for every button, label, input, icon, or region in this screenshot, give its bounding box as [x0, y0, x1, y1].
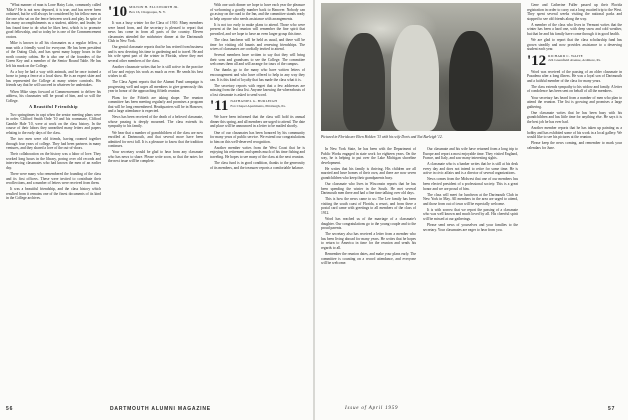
paragraph: The class extends sympathy to his widow and family. A letter of condolence has been sent on behalf of all the members.	[527, 84, 622, 94]
paragraph: Two springtimes in rapt when the senior meeting plans were in order. Clifford Smith Orde '10 and his roommate, Clifford Gamble Hale '10, were at work on the class history. In the course of their labors they unearthed many letters and papers relating to the early days of the class.	[6, 112, 101, 135]
paragraph: A member of the class who lives in Vermont writes that the winter has been a hard one, with deep snow and cold weather, but that he and his family have come through it in good health.	[527, 22, 622, 36]
left-page	[6, 3, 306, 401]
paragraph: Another member reports that he has taken up painting as a hobby and has exhibited some of his work in a local gallery. We would like to see his pictures at the reunion.	[527, 126, 622, 140]
paragraph: Our genial classmate reports that he has retired from business and is now devoting his time to gardening and to travel. He and his wife spent part of the winter in Florida, where they met several other members of the class.	[108, 45, 203, 63]
paragraph: When Mike steps forward at Commencement to deliver his address, his classmates will be proud of him, and so will the College.	[6, 89, 101, 103]
column-2	[108, 3, 203, 401]
paragraph: The secretary reports with regret that a few addresses are missing from the class list. Anyone knowing the whereabouts of a lost classmate is asked to send word.	[210, 83, 305, 97]
paragraph: We are glad to report that the class scholarship fund has grown steadily and now provides assistance to a deserving student each year.	[527, 38, 622, 52]
paragraph: News has been received of the death of a beloved classmate, whose passing is deeply mourned. The class extends its sympathy to his family.	[108, 115, 203, 129]
paragraph: Plans for the Fiftieth are taking shape. The reunion committee has been meeting regularly and promises a program that will be long remembered. Headquarters will be in Hanover, and a large attendance is expected.	[108, 95, 203, 114]
class-numeral: '12	[527, 52, 547, 69]
paragraph: The two men were old friends, having roomed together through four years of college. They had been partners in many ventures, and they shared a love of the out-of-doors.	[6, 137, 101, 151]
right-page	[321, 3, 622, 401]
section-heading: A Beautiful Friendship	[29, 104, 78, 110]
paragraph: "What manner of man is Lone Hairy Loin, commonly called 'Mike'? He is not now deposed, it is true, and has never been ordained, but he will always be considered by his fellow men as the one who sat on the fence between work and play. In spite of his many accomplishments as a student, athlete, and leader, he has found time to do what he likes best, which is to promote good fellowship, and so today he is one of the Commencement orators.	[6, 3, 101, 39]
paragraph: It is with sorrow that we report the passing of a classmate who was well known and much loved by all. His cheerful spirit will be missed at our gatherings.	[423, 207, 518, 222]
photograph	[321, 3, 521, 131]
column-4	[321, 147, 416, 401]
paragraph: Mike is known to all his classmates as a regular fellow, a man with a friendly word for everyone. He has been president of the Outing Club, and has spent many happy hours in the north country cabins. He is also one of the founders of the Green Key and a member of the Senior Round Table. He has left his mark on the College.	[6, 40, 101, 68]
column-3	[210, 3, 305, 401]
issue-date: Issue of April 1959	[345, 406, 399, 411]
paragraph: Word has reached us of the marriage of a classmate's daughter. Our congratulations go to the young couple and to the proud parents.	[321, 217, 416, 231]
paragraph: News comes from the Midwest that one of our members has been elected president of a professional society. This is a great honor and we are proud of him.	[423, 177, 518, 191]
paragraph: He writes that his family is thriving. His children are all married and have homes of their own, and there are now seven grandchildren who keep their grandparents busy.	[321, 166, 416, 180]
page-gutter	[313, 0, 315, 420]
paragraph: Our classmate and his wife have returned from a long trip to Europe and report a most enjoyable time. They visited England, France, and Italy, and saw many interesting sights.	[423, 147, 518, 161]
paragraph: Another classmate writes that he is still active in the practice of law and enjoys his work as much as ever. He sends his best wishes to all.	[108, 65, 203, 79]
secretary-name: MILTON H. ELLSWORTH JR.	[129, 5, 179, 9]
secretary-address: Box 16, Chappaqua, N. Y.	[129, 9, 166, 14]
paragraph: It was a beautiful friendship, and the class history which resulted from it remains one of the finest documents of its kind in the College archives.	[6, 187, 101, 201]
paragraph: Their collaboration on the history was a labor of love. They worked long hours in the library, poring over old records and interviewing classmates who had known the men of an earlier day.	[6, 152, 101, 171]
column-6	[527, 3, 622, 401]
paragraph: Word was received of the passing of an older classmate in Pasadena after a long illness. He was a loyal son of Dartmouth and a faithful member of the class for many years.	[527, 69, 622, 83]
paragraph: With one such dinner we hope to have each year the pleasure of welcoming a goodly number back to Hanover. Nobody can go astray on the road to the Inn, and the committee stands ready to help anyone who needs assistance with arrangements.	[210, 3, 305, 21]
paragraph: The secretary also has received a letter from a member who has been living abroad for many years. He writes that he hopes to return to America in time for the reunion and sends his regards to all.	[321, 232, 416, 250]
secretary-address: 224 Greenfield Avenue, Ardmore, Pa.	[548, 58, 601, 63]
class-numeral: '10	[108, 4, 128, 20]
paragraph: Our thanks go to the many who have written letters of encouragement and who have offered to help in any way they can. It is this kind of loyalty that has made the class what it is.	[210, 68, 305, 82]
paragraph: There were many who remembered the founding of the class and its first officers. These were invited to contribute their recollections, and a number of letters were received from them.	[6, 172, 101, 186]
paragraph: Your secretary has heard from a number of men who plan to attend the reunion. The list is growing and promises a large gathering.	[527, 95, 622, 109]
paragraph: The class fund is in good condition, thanks to the generosity of its members, and the treasurer reports a comfortable balance.	[210, 161, 305, 170]
class-heading	[210, 99, 305, 113]
paragraph: As a boy he had a way with animals, and he once trained a horse to jump a fence at a local show. He is an expert skier and has represented the College at many winter carnivals. His friends say that he will succeed in whatever he undertakes.	[6, 69, 101, 88]
person-figure	[449, 31, 493, 131]
photo-caption	[321, 135, 521, 140]
paragraph: Please send news of yourselves and your families to the secretary. Your classmates are eager to hear from you.	[423, 223, 518, 232]
person-figure	[343, 33, 385, 131]
paragraph: We hear that a number of grandchildren of the class are now enrolled at Dartmouth, and that several more have been admitted for next fall. It is a pleasure to know that the tradition continues.	[108, 130, 203, 149]
page-number-left: 56	[6, 406, 14, 412]
paragraph: Several members have written to say that they will bring their sons and grandsons to see the College. The committee welcomes them all and will arrange for tours of the campus.	[210, 53, 305, 67]
paragraph: The class will meet for luncheon at the Dartmouth Club in New York in May. All members in the area are urged to attend, and those from out of town will be especially welcome.	[423, 192, 518, 206]
caption-text: Pictured in Florida are Eben Holden '13 with his wife Doris and Nat Burleigh '12.	[321, 135, 443, 139]
paragraph: The class luncheon will be held as usual, and there will be time for visiting old haunts and renewing friendships. The wives of classmates are cordially invited to attend.	[210, 38, 305, 52]
column-1	[6, 3, 101, 401]
paragraph: The Class Agent reports that the Alumni Fund campaign is progressing well and urges all members to give generously this year in honor of the approaching fiftieth reunion.	[108, 80, 203, 94]
paragraph: This is how the news came to us: The Lee family has been visiting the south coast of Florida, a resort, and from there a postal card came with greetings to all members of the class of 1912.	[321, 197, 416, 215]
paragraph: Another member writes from the West Coast that he is enjoying his retirement and spends much of his time fishing and traveling. He hopes to see many of the class at the next reunion.	[210, 145, 305, 159]
paragraph: Gene and Catherine Fuller passed up their Florida registration in order to carry out a long awaited trip to the West. They spent several weeks visiting the national parks and stopped to see old friends along the way.	[527, 3, 622, 21]
paragraph: Our classmate who lives in Wisconsin reports that he has been spending the winter in the South. He met several Dartmouth men there and had a fine time talking over old days.	[321, 182, 416, 196]
paragraph: We have been informed that the class will hold its annual dinner this spring, and all members are urged to attend. The date and place will be announced in a letter to be mailed shortly.	[210, 115, 305, 129]
paragraph: One of our classmates has been honored by his community for many years of public service. We extend our congratulations to him on this well-deserved recognition.	[210, 130, 305, 144]
secretary-name: RICHARD C. WAITE	[548, 53, 583, 58]
class-heading	[108, 5, 203, 19]
paragraph: A classmate who is a banker writes that he is still at his desk every day and does not intend to retire for some time. He is active in civic affairs and is a director of several organizations.	[423, 162, 518, 176]
paragraph: Please keep the news coming, and remember to mark your calendars for June.	[527, 141, 622, 150]
paragraph: Remember the reunion dates, and make your plans early. The committee is counting on a record attendance, and everyone will be welcome.	[321, 252, 416, 266]
secretary-address: Fox Chapel Apartments, Pittsburgh, Pa.	[230, 103, 286, 108]
class-heading	[527, 54, 622, 68]
col1-text	[6, 3, 101, 103]
class-numeral: '11	[210, 98, 229, 115]
paragraph: It is not too early to make plans to attend. Those who were present at the last reunion will remember the fine spirit that prevailed, and we hope to have an even larger group this time.	[210, 22, 305, 36]
secretary-name: NATHANIEL G. BURLEIGH	[230, 99, 278, 104]
paragraph: It was a busy winter for the Class of 1910. Many members were heard from, and the secretary is pleased to report that news has come in from all parts of the country. Eleven classmates attended the midwinter dinner at the Dartmouth Club in New York.	[108, 21, 203, 44]
column-5	[423, 147, 518, 401]
paragraph: Your secretary would be glad to hear from any classmate who has news to share. Please write soon, so that the notes for the next issue will be complete.	[108, 150, 203, 164]
magazine-title: DARTMOUTH ALUMNI MAGAZINE	[110, 406, 211, 412]
paragraph: In New York State, he has been with the Department of Public Works engaged in state work for eighteen years. On the way, he is helping to put over the Lake Michigan shoreline development.	[321, 147, 416, 165]
person-figure	[391, 25, 439, 131]
paragraph: One classmate writes that he has been busy with his grandchildren and has little time for anything else. He says it is the best job he has ever had.	[527, 110, 622, 124]
page-number-right: 57	[608, 406, 616, 412]
